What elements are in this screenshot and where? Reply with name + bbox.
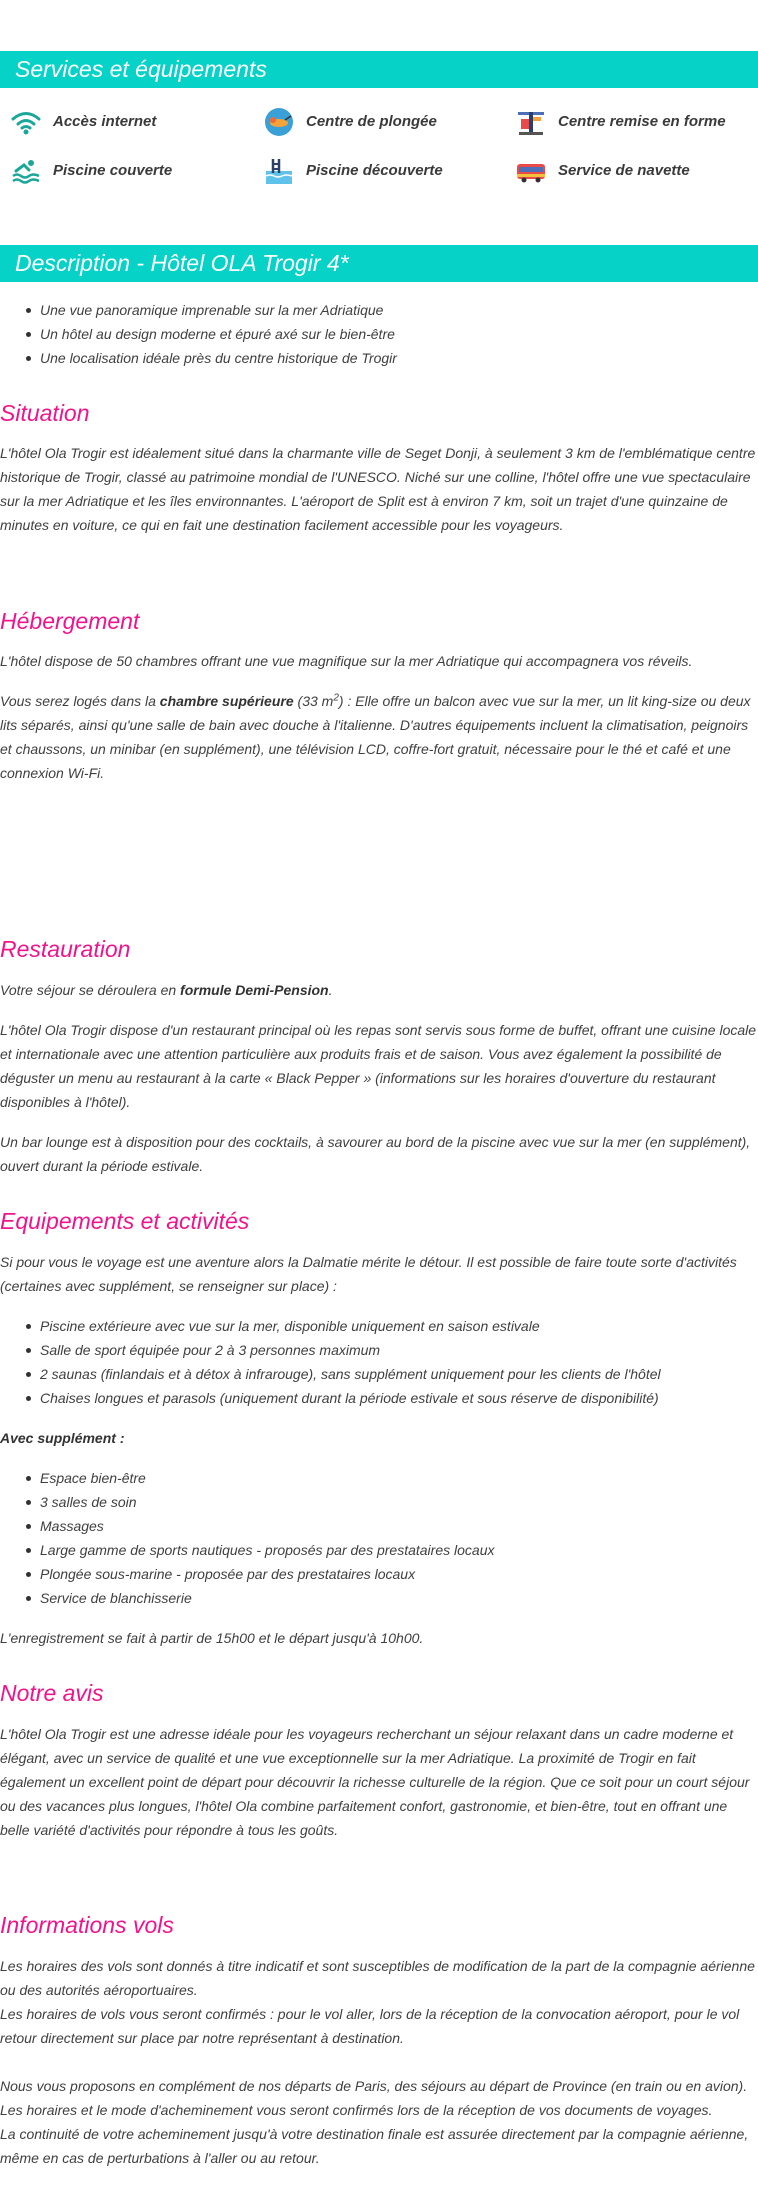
vols-text-5: La continuité de votre acheminement jusqu'à votre destination finale est assurée directement par la compagnie aérienne, même en cas de perturbations à l'aller ou au retour. [0,2126,749,2166]
services-title: Services et équipements [15,56,267,82]
list-item: Un hôtel au design moderne et épuré axé sur le bien-être [26,322,746,346]
list-item: Une localisation idéale près du centre historique de Trogir [26,346,746,370]
service-internet [10,106,156,138]
service-label: Service de navette [558,162,690,179]
list-item: Espace bien-être [26,1466,746,1490]
wifi-icon [10,106,42,138]
supplement-list [26,1466,746,1610]
description-list [26,298,746,370]
service-label: Piscine découverte [306,162,443,179]
list-item: Piscine extérieure avec vue sur la mer, disponible uniquement en saison estivale [26,1314,746,1338]
restauration-text-3: Un bar lounge est à disposition pour des cocktails, à savourer au bord de la piscine avec vue sur la mer (en supplément), ouvert durant la période estivale. [0,1134,751,1174]
restauration-text-1: Votre séjour se déroulera en formule Demi-Pension. [0,982,333,998]
equipements-heading: Equipements et activités [0,1208,250,1234]
service-diving [263,106,437,138]
checkin-text: L'enregistrement se fait à partir de 15h00 et le départ jusqu'à 10h00. [0,1630,424,1646]
list-item: Service de blanchisserie [26,1586,746,1610]
list-item: Salle de sport équipée pour 2 à 3 personnes maximum [26,1338,746,1362]
fitness-icon [515,106,547,138]
description-title: Description - Hôtel OLA Trogir 4* [15,250,349,276]
service-label: Accès internet [53,113,157,130]
vols-text-4: Les horaires et le mode d'acheminement vous seront confirmés lors de la réception de vos documents de voyages. [0,2102,713,2118]
service-label: Centre remise en forme [558,113,726,130]
service-outdoor-pool [263,155,443,187]
service-fitness [515,106,726,138]
vols-text-3: Nous vous proposons en complément de nos départs de Paris, des séjours au départ de Province (en train ou en avion). [0,2078,748,2094]
situation-text: L'hôtel Ola Trogir est idéalement situé dans la charmante ville de Seget Donji, à seulement 3 km de l'emblématique centre historique de Trogir, classé au patrimoine mondial de l'UNESCO. Niché sur une colline, l'hôtel offre une vue spectaculaire sur la mer Adriatique et les îles environnantes. L'aéroport de Split est à environ 7 km, soit un trajet d'une quinzaine de minutes en voiture, ce qui en fait une destination facilement accessible pour les voyageurs. [0,445,756,533]
vols-heading: Informations vols [0,1912,174,1938]
service-indoor-pool [10,155,172,187]
list-item: 3 salles de soin [26,1490,746,1514]
service-label: Piscine couverte [53,162,173,179]
hebergement-text-2: Vous serez logés dans la chambre supérieure (33 $m^2$) : Elle offre un balcon avec vue sur la mer, un lit king-size ou deux lits séparés, ainsi qu'une salle de bain avec douche à l'italienne. D'autres équipements incluent la climatisation, peignoirs et chaussons, un minibar (en supplément), une télévision LCD, coffre-fort gratuit, nécessaire pour le thé et café et une connexion Wi-Fi. [0,692,751,781]
hebergement-text-1: L'hôtel dispose de 50 chambres offrant une vue magnifique sur la mer Adriatique qui accompagnera vos réveils. [0,653,693,669]
list-item: Chaises longues et parasols (uniquement durant la période estivale et sous réserve de disponibilité) [26,1386,746,1410]
hebergement-heading: Hébergement [0,608,140,634]
equipements-list [26,1314,746,1410]
service-label: Centre de plongée [306,113,437,130]
supplement-label: Avec supplément : [0,1430,125,1446]
equipements-intro: Si pour vous le voyage est une aventure alors la Dalmatie mérite le détour. Il est possible de faire toute sorte d'activités (certaines avec supplément, se renseigner sur place) : [0,1254,737,1294]
services-banner [0,51,758,88]
outdoor-pool-icon [263,155,295,187]
list-item: Plongée sous-marine - proposée par des prestataires locaux [26,1562,746,1586]
diving-icon [263,106,295,138]
avis-heading: Notre avis [0,1680,104,1706]
list-item: Large gamme de sports nautiques - proposés par des prestataires locaux [26,1538,746,1562]
room-type: chambre supérieure [159,693,294,709]
vols-text-2: Les horaires de vols vous seront confirmés : pour le vol aller, lors de la réception de la convocation aéroport, pour le vol retour directement sur place par notre représentant à destination. [0,2006,740,2046]
indoor-pool-icon [10,155,42,187]
list-item: 2 saunas (finlandais et à détox à infrarouge), sans supplément uniquement pour les clients de l'hôtel [26,1362,746,1386]
shuttle-icon [515,155,547,187]
description-banner [0,245,758,282]
board-type: formule Demi-Pension [180,982,329,998]
avis-text: L'hôtel Ola Trogir est une adresse idéale pour les voyageurs recherchant un séjour relaxant dans un cadre moderne et élégant, avec un service de qualité et une vue exceptionnelle sur la mer Adriatique. La proximité de Trogir en fait également un excellent point de départ pour découvrir la richesse culturelle de la région. Que ce soit pour un court séjour ou des vacances plus longues, l'hôtel Ola combine parfaitement confort, gastronomie, et bien-être, tout en offrant une belle variété d'activités pour répondre à tous les goûts. [0,1726,750,1838]
situation-heading: Situation [0,400,90,426]
restauration-heading: Restauration [0,936,131,962]
restauration-text-2: L'hôtel Ola Trogir dispose d'un restaurant principal où les repas sont servis sous forme de buffet, offrant une cuisine locale et internationale avec une attention particulière aux produits frais et de saison. Vous avez également la possibilité de déguster un menu au restaurant à la carte « Black Pepper » (informations sur les horaires d'ouverture du restaurant disponibles à l'hôtel). [0,1022,757,1110]
vols-text-1: Les horaires des vols sont donnés à titre indicatif et sont susceptibles de modification de la part de la compagnie aérienne ou des autorités aéroportuaires. [0,1958,755,1998]
list-item: Massages [26,1514,746,1538]
list-item: Une vue panoramique imprenable sur la mer Adriatique [26,298,746,322]
service-shuttle [515,155,690,187]
